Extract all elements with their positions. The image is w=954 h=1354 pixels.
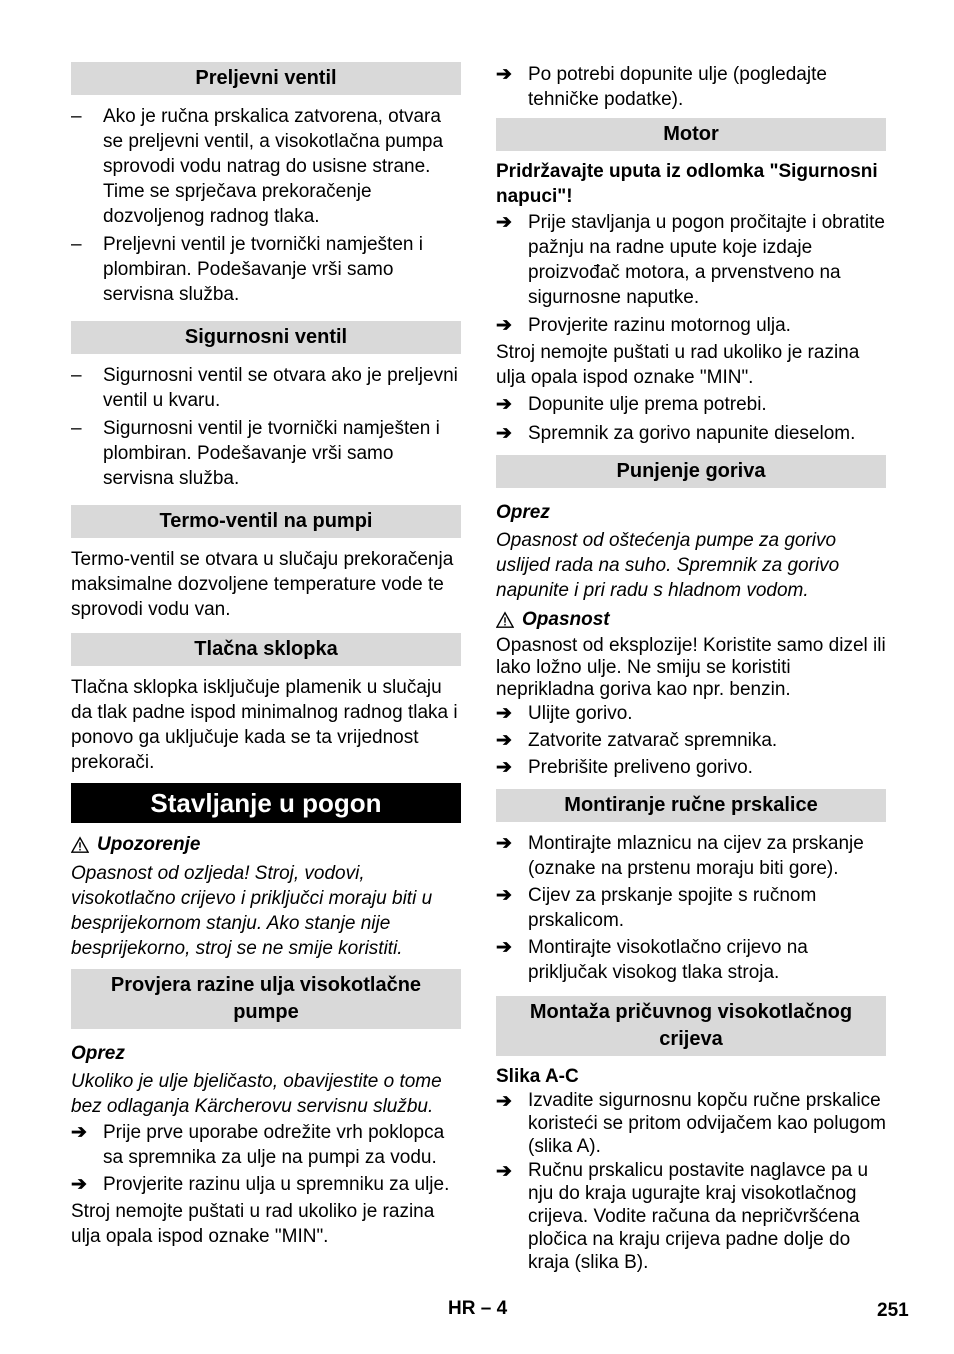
list-item-text: Izvadite sigurnosnu kopču ručne prskalice koristeći se pritom odvijačem kao polugom (slika A). (528, 1090, 886, 1157)
list-item (496, 831, 886, 881)
warning-label-text: Upozorenje (97, 834, 201, 855)
dash-marker: – (71, 234, 82, 255)
arrow-marker: ➔ (496, 833, 512, 854)
list-item (496, 935, 886, 985)
heading-montaza-crijeva: Montaža pričuvnog visokotlačnog crijeva (496, 996, 886, 1056)
list-item (496, 313, 886, 338)
arrow-marker: ➔ (496, 423, 512, 444)
caution-label: Oprez (496, 502, 550, 523)
page-number: 251 (877, 1300, 909, 1321)
arrow-marker: ➔ (496, 1091, 512, 1112)
list-item (496, 755, 886, 780)
main-section-title: Stavljanje u pogon (71, 783, 461, 823)
list-item-text: Spremnik za gorivo napunite dieselom. (528, 423, 856, 444)
arrow-marker: ➔ (496, 1161, 512, 1182)
list-item-text: Zatvorite zatvarač spremnika. (528, 730, 778, 751)
dash-marker: – (71, 106, 82, 127)
list-item-text: Prebrišite preliveno gorivo. (528, 757, 753, 778)
caution-label: Oprez (71, 1043, 125, 1064)
list-item-text: Cijev za prskanje spojite s ručnom prskalicom. (528, 885, 817, 931)
caution-paragraph: Opasnost od oštećenja pumpe za gorivo uslijed rada na suho. Spremnik za gorivo napunite i pri radu s hladnom vodom. (496, 530, 840, 601)
list-item-text: Ulijte gorivo. (528, 703, 633, 724)
list-item-text: Provjerite razinu ulja u spremniku za ulje. (103, 1174, 450, 1195)
arrow-marker: ➔ (496, 730, 512, 751)
warning-triangle-icon (71, 836, 89, 854)
dash-marker: – (71, 418, 82, 439)
danger-label (496, 607, 886, 632)
arrow-marker: ➔ (71, 1122, 87, 1143)
left-column (71, 62, 461, 1249)
arrow-marker: ➔ (496, 315, 512, 336)
heading-motor: Motor (496, 118, 886, 151)
arrow-marker: ➔ (496, 703, 512, 724)
danger-label-text: Opasnost (522, 609, 610, 630)
list-item (71, 1172, 461, 1197)
heading-tlacna-sklopka: Tlačna sklopka (71, 633, 461, 666)
list-item (496, 701, 886, 726)
list-item (496, 392, 886, 417)
provjera-paragraph: Stroj nemojte puštati u rad ukoliko je razina ulja opala ispod oznake "MIN". (71, 1201, 435, 1247)
heading-montiranje-prskalice: Montiranje ručne prskalice (496, 789, 886, 822)
list-item (496, 1089, 886, 1158)
list-item (71, 104, 461, 229)
arrow-marker: ➔ (496, 885, 512, 906)
warning-triangle-icon (496, 611, 514, 629)
list-item-text: Dopunite ulje prema potrebi. (528, 394, 767, 415)
list-item (496, 421, 886, 446)
list-item-text: Prije stavljanja u pogon pročitajte i obratite pažnju na radne upute koje izdaje proizvođač motora, a prvenstveno na sigurnosne naputke. (528, 212, 885, 308)
list-item (496, 883, 886, 933)
list-item-text: Prije prve uporabe odrežite vrh poklopca sa spremnika za ulje na pumpi za vodu. (103, 1122, 445, 1168)
figure-reference: Slika A-C (496, 1066, 579, 1087)
list-item-text: Preljevni ventil je tvornički namješten i plombiran. Podešavanje vrši samo servisna služba. (103, 234, 423, 305)
list-item (71, 1120, 461, 1170)
heading-provjera-ulja: Provjera razine ulja visokotlačne pumpe (71, 969, 461, 1029)
list-item-text: Sigurnosni ventil se otvara ako je preljevni ventil u kvaru. (103, 365, 458, 411)
heading-termo-ventil: Termo-ventil na pumpi (71, 505, 461, 538)
dash-marker: – (71, 365, 82, 386)
list-item-text: Sigurnosni ventil je tvornički namješten i plombiran. Podešavanje vrši samo servisna služba. (103, 418, 440, 489)
warning-label (71, 832, 461, 857)
footer-section-label: HR – 4 (448, 1298, 508, 1319)
danger-paragraph: Opasnost od eksplozije! Koristite samo dizel ili lako ložno ulje. Ne smiju se koristiti neprikladna goriva kao npr. benzin. (496, 635, 886, 700)
list-item (496, 62, 886, 112)
arrow-marker: ➔ (496, 394, 512, 415)
caution-paragraph: Ukoliko je ulje bjeličasto, obavijestite o tome bez odlaganja Kärcherovu servisnu službu. (71, 1071, 442, 1117)
list-item (496, 210, 886, 310)
heading-punjenje-goriva: Punjenje goriva (496, 455, 886, 488)
list-item (71, 363, 461, 413)
list-item (496, 728, 886, 753)
list-item-text: Montirajte visokotlačno crijevo na priključak visokog tlaka stroja. (528, 937, 808, 983)
arrow-marker: ➔ (496, 937, 512, 958)
arrow-marker: ➔ (496, 757, 512, 778)
arrow-marker: ➔ (496, 64, 512, 85)
list-item (71, 232, 461, 307)
list-item-text: Ako je ručna prskalica zatvorena, otvara se preljevni ventil, a visokotlačna pumpa sprovodi vodu natrag do usisne strane. Time se sprječava prekoračenje dozvoljenog radnog tlaka. (103, 106, 444, 227)
heading-sigurnosni-ventil: Sigurnosni ventil (71, 321, 461, 354)
list-item-text: Montirajte mlaznicu na cijev za prskanje (oznake na prstenu moraju biti gore). (528, 833, 864, 879)
list-item-text: Provjerite razinu motornog ulja. (528, 315, 791, 336)
termo-paragraph: Termo-ventil se otvara u slučaju prekoračenja maksimalne dozvoljene temperature vode te sprovodi vodu van. (71, 549, 454, 620)
list-item (71, 416, 461, 491)
motor-paragraph: Stroj nemojte puštati u rad ukoliko je razina ulja opala ispod oznake "MIN". (496, 342, 860, 388)
heading-preljevni-ventil: Preljevni ventil (71, 62, 461, 95)
right-column (496, 62, 886, 1274)
arrow-marker: ➔ (496, 212, 512, 233)
arrow-marker: ➔ (71, 1174, 87, 1195)
list-item-text: Po potrebi dopunite ulje (pogledajte tehničke podatke). (528, 64, 827, 110)
list-item (496, 1159, 886, 1274)
list-item-text: Ručnu prskalicu postavite naglavce pa u nju do kraja ugurajte kraj visokotlačnog crijeva. Vodite računa da nepričvršćena pločica na kraju crijeva padne dolje do kraja (slika B). (528, 1160, 869, 1273)
warning-paragraph: Opasnost od ozljeda! Stroj, vodovi, visokotlačno crijevo i priključci moraju biti u besprijekornom stanju. Ako stanje nije besprijekorno, stroj se ne smije koristiti. (71, 863, 433, 959)
tlacna-paragraph: Tlačna sklopka isključuje plamenik u slučaju da tlak padne ispod minimalnog radnog tlaka i ponovo ga uključuje kada se ta vrijednost prekorači. (71, 677, 458, 773)
motor-safety-note: Pridržavajte uputa iz odlomka "Sigurnosni napuci"! (496, 161, 878, 207)
